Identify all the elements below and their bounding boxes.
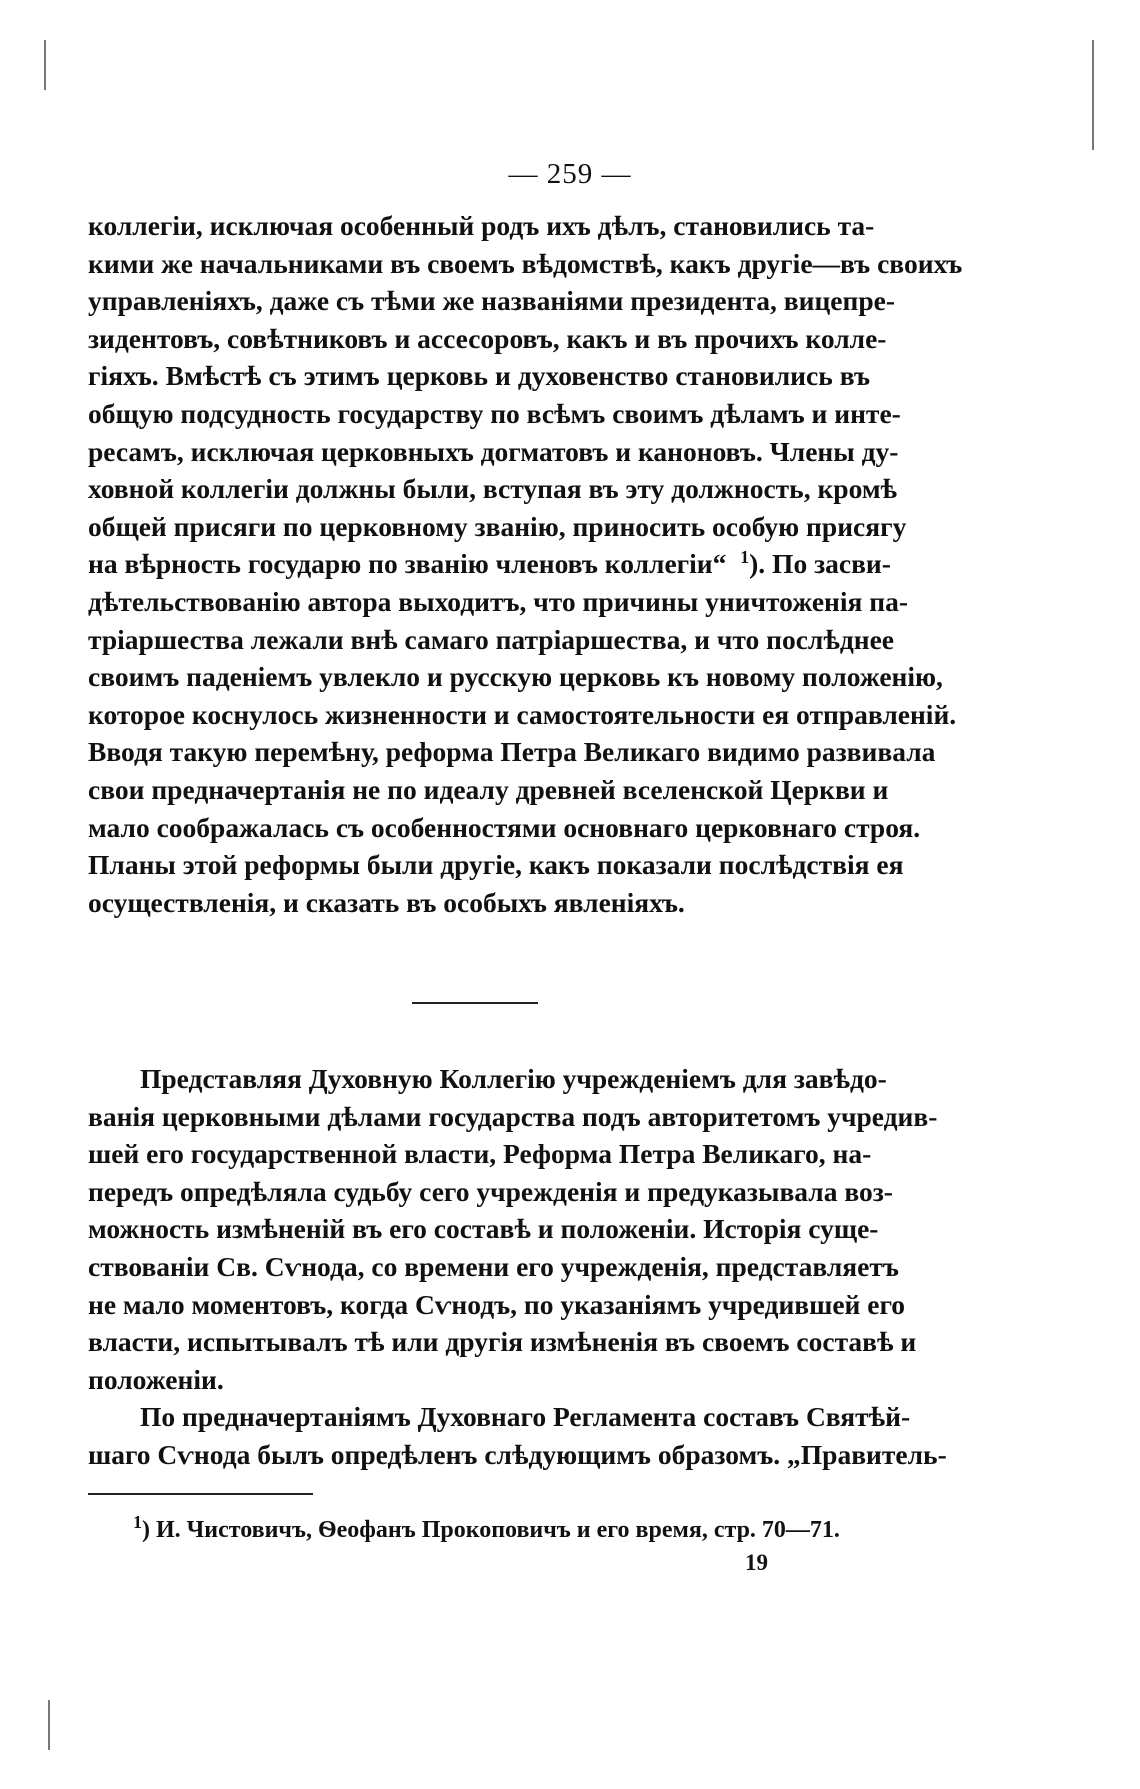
text-line: можность измѣненій въ его составѣ и положеніи. Исторія суще- <box>88 1213 879 1245</box>
footnote-marker: 1 <box>133 1512 142 1532</box>
text-line: свои предначертанія не по идеалу древней вселенской Церкви и <box>88 773 889 805</box>
text-line: По предначертаніямъ Духовнаго Регламента составъ Святѣй- <box>140 1401 911 1433</box>
main-text-block <box>88 207 963 921</box>
text-fragment: на вѣрность государю по званію членовъ коллегіи“ <box>88 548 727 580</box>
signature-mark: 19 <box>745 1550 768 1575</box>
scan-margin-mark <box>44 40 46 90</box>
scan-margin-mark <box>48 1700 50 1750</box>
text-line: которое коснулось жизненности и самостоятельности ея отправленій. <box>88 698 957 730</box>
text-line: Вводя такую перемѣну, реформа Петра Великаго видимо развивала <box>88 736 936 768</box>
text-line: ховной коллегіи должны были, вступая въ эту должность, кромѣ <box>88 473 898 505</box>
text-line: дѣтельствованію автора выходитъ, что причины уничтоженія па- <box>88 585 909 617</box>
text-fragment: ). По засви- <box>749 548 891 580</box>
text-line: общую подсудность государству по всѣмъ своимъ дѣламъ и инте- <box>88 397 901 429</box>
text-line: Представляя Духовную Коллегію учрежденіемъ для завѣдо- <box>140 1063 887 1094</box>
section-divider <box>412 1002 538 1004</box>
text-line: мало соображалась съ особенностями основнаго церковнаго строя. <box>88 811 921 843</box>
scan-margin-mark <box>1092 40 1094 150</box>
text-line: гіяхъ. Вмѣстѣ съ этимъ церковь и духовенство становились въ <box>88 360 870 392</box>
page-number: — 259 — <box>508 158 632 190</box>
text-line: общей присяги по церковному званію, приносить особую присягу <box>88 510 907 542</box>
text-line: коллегіи, исключая особенный родъ ихъ дѣлъ, становились та- <box>88 210 875 241</box>
text-line: кими же начальниками въ своемъ вѣдомствѣ, какъ другіе—въ своихъ <box>88 247 963 279</box>
text-line: зидентовъ, совѣтниковъ и ассесоровъ, какъ и въ прочихъ колле- <box>88 322 887 354</box>
text-line: Планы этой реформы были другіе, какъ показали послѣдствія ея <box>88 849 904 881</box>
text-line: передъ опредѣляла судьбу сего учрежденія и предуказывала воз- <box>88 1175 893 1207</box>
second-text-block <box>88 1060 947 1474</box>
footnote-reference: 1 <box>740 547 750 568</box>
text-line: шей его государственной власти, Реформа Петра Великаго, на- <box>88 1138 872 1170</box>
text-line: шаго Сѵнода былъ опредѣленъ слѣдующимъ образомъ. „Правитель- <box>88 1438 947 1470</box>
text-line: не мало моментовъ, когда Сѵнодъ, по указаніямъ учредившей его <box>88 1288 906 1320</box>
text-line: ресамъ, исключая церковныхъ догматовъ и каноновъ. Члены ду- <box>88 435 899 467</box>
text-line: своимъ паденіемъ увлекло и русскую церковь къ новому положенію, <box>88 661 943 693</box>
text-line: тріаршества лежали внѣ самаго патріаршества, и что послѣднее <box>88 623 894 655</box>
text-line: ствованіи Св. Сѵнода, со времени его учрежденія, представляетъ <box>88 1250 899 1282</box>
text-line: ванія церковными дѣлами государства подъ авторитетомъ учредив- <box>88 1100 938 1132</box>
text-line: управленіяхъ, даже съ тѣми же названіями президента, вицепре- <box>88 285 896 317</box>
text-line: положеніи. <box>88 1363 224 1395</box>
text-line-with-footnote <box>88 545 891 583</box>
footnote-text: ) И. Чистовичъ, Ѳеофанъ Прокоповичъ и его время, стр. 70—71. <box>142 1517 840 1543</box>
text-line: осуществленія, и сказать въ особыхъ явленіяхъ. <box>88 886 685 918</box>
text-line: власти, испытывалъ тѣ или другія измѣненія въ своемъ составѣ и <box>88 1326 917 1358</box>
footnote-rule <box>88 1493 313 1495</box>
footnote <box>133 1512 870 1545</box>
